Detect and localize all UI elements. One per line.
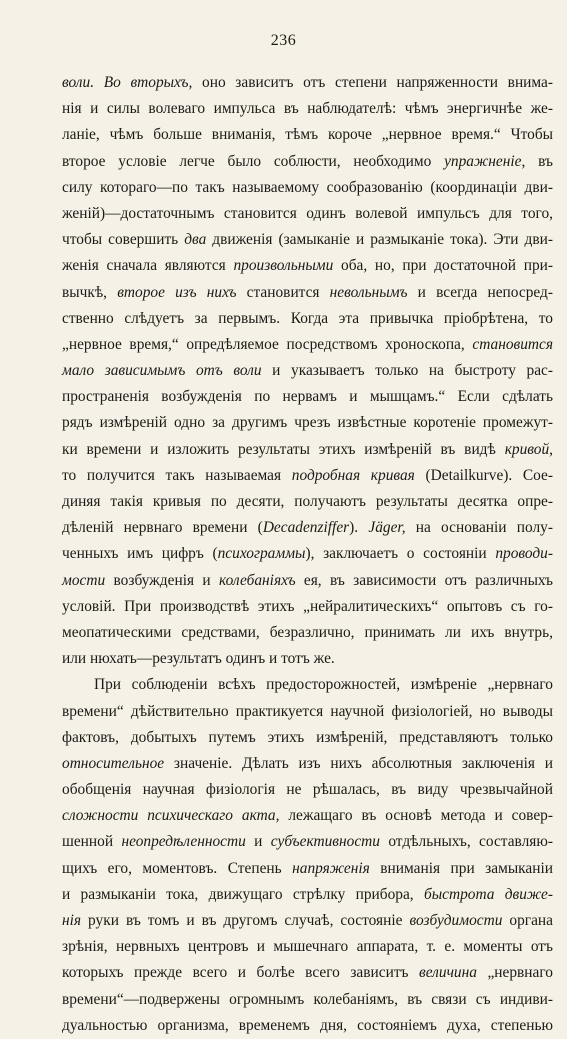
text-line [62,1013,553,1039]
text-segment: руки въ томъ и въ другомъ случаѣ, состояніе [81,912,410,929]
text-line [62,515,553,541]
emphasis-text: нія [62,912,82,929]
emphasis-text: быстрота движе- [423,885,554,903]
emphasis-text: произвольными [233,257,334,275]
text-line [62,646,553,672]
text-segment: или нюхать—результатъ одинъ и тотъ же. [62,650,335,668]
text-line [62,751,553,777]
text-line [62,306,553,332]
emphasis-text: упражненіе, [444,152,526,170]
text-segment: оба, но, при достаточной при- [333,257,554,275]
emphasis-text: сложности психическаго акта, [62,807,280,825]
text-line [62,856,553,882]
emphasis-text: два [184,231,207,249]
text-segment: вычкѣ, [62,283,118,301]
text-segment: диняя такія кривыя по десяти, получаютъ результаты десятка опре- [62,493,553,510]
text-line [62,620,553,646]
text-line [62,672,553,698]
text-segment: ). [349,519,369,537]
text-segment: При соблюденіи всѣхъ предосторожностей, измѣреніе „нервнаго [94,676,553,694]
text-line [62,594,553,620]
emphasis-text: второе изъ нихъ [117,283,237,301]
text-segment: ланіе, чѣмъ больше вниманія, тѣмъ короче „нервное время.“ Чтобы [62,126,553,144]
text-line [62,384,553,410]
emphasis-text: психограммы [217,545,306,563]
text-segment: времени“—подвержены огромнымъ колебаніямъ, въ связи съ индиви- [62,990,553,1008]
text-segment: ки времени и изложить результаты этихъ измѣреній въ видѣ [62,440,505,458]
text-segment: ), заключаетъ о состояніи [305,545,496,563]
text-segment: (Detailkurve). Сое- [414,466,554,484]
text-line [62,253,553,279]
text-line [62,410,553,436]
page-number: 236 [270,32,297,49]
text-segment: ственно слѣдуетъ за первымъ. Когда эта привычка пріобрѣтена, то [62,309,553,327]
text-line [62,149,553,175]
text-segment: времени“ дѣйствительно практикуется научной физіологіей, но выводы [62,702,553,720]
text-line [62,829,553,855]
text-segment: то получится такъ называемая [62,466,292,484]
emphasis-text: подробная кривая [291,466,415,484]
text-segment: и размыканіи тока, движущаго стрѣлку прибора, [62,885,424,903]
emphasis-text: Decadenziffer [262,519,350,537]
text-line [62,489,553,515]
emphasis-text: становится [472,335,553,353]
text-segment: которыхъ прежде всего и болѣе всего зависитъ [62,964,420,982]
text-line [62,463,553,489]
emphasis-text: напряженія [292,859,370,877]
text-segment: шенной [62,833,122,851]
emphasis-text: мало зависимымъ отъ воли [62,362,262,380]
text-segment: зрѣнія, нервныхъ центровъ и мышечнаго аппарата, т. е. моменты отъ [62,938,553,956]
emphasis-text: проводи- [495,545,553,563]
text-line [62,227,553,253]
text-segment: и указываетъ только на быстроту рас- [261,362,553,380]
body-text [62,70,553,1039]
emphasis-text: воли. Во вторыхъ, [62,74,193,91]
text-segment: движенія (замыканіе и размыканіе тока). Эти дви- [206,231,553,249]
emphasis-text: величина [419,964,477,982]
text-segment: отдѣльныхъ, составляю- [379,833,553,851]
text-line [62,803,553,829]
emphasis-text: возбудимости [409,912,503,929]
text-line [62,437,553,463]
text-line [62,70,553,96]
text-segment: дѣленій нервнаго времени ( [62,519,263,537]
text-line [62,568,553,594]
text-line [62,175,553,201]
text-segment: „нервное время,“ опредѣляемое посредствомъ хроноскопа, [62,335,473,353]
text-line [62,725,553,751]
text-line [62,777,553,803]
text-line [62,699,553,725]
text-line [62,358,553,384]
text-segment: вниманія при замыканіи [369,859,553,877]
text-segment: условій. При производствѣ этихъ „нейралитическихъ“ опытовъ съ го- [62,597,553,615]
emphasis-text: относительное [62,754,165,772]
text-segment: оно зависитъ отъ степени напряженности внима- [192,74,554,91]
text-segment: пространенія возбужденія по нервамъ и мышцамъ.“ Если сдѣлать [62,388,553,406]
text-line [62,280,553,306]
emphasis-text: субъективности [270,833,380,851]
text-segment: ея, въ зависимости отъ различныхъ [295,571,553,589]
text-segment: щихъ его, моментовъ. Степень [62,859,293,877]
emphasis-text: Jäger, [368,519,406,537]
text-segment: чтобы совершить [62,231,185,249]
text-line [62,908,553,934]
text-segment: значеніе. Дѣлать изъ нихъ абсолютныя заключенія и [164,754,553,772]
text-line [62,987,553,1013]
text-segment: органа [502,912,553,929]
text-segment: „нервнаго [476,964,553,982]
text-segment: обобщенія научная физіологія не рѣшалась, въ виду чрезвычайной [62,781,553,799]
text-line [62,122,553,148]
text-line [62,960,553,986]
text-line [62,201,553,227]
text-segment: на основаніи полу- [405,519,553,537]
text-segment: становится [236,283,330,301]
text-line [62,541,553,567]
text-segment: нія и силы волеваго импульса въ наблюдателѣ: чѣмъ энергичнѣе же- [62,100,553,118]
emphasis-text: кривой, [504,440,553,458]
emphasis-text: невольнымъ [329,283,408,301]
text-segment: ченныхъ имъ цифръ ( [62,545,218,563]
text-segment: и всегда непосред- [407,283,553,301]
text-line [62,934,553,960]
text-line [62,882,553,908]
emphasis-text: мости [62,571,106,589]
emphasis-text: неопредѣленности [121,833,246,851]
text-segment: силу котораго—по такъ называемому сообразованію (координаціи дви- [62,178,553,196]
text-segment: женія сначала являются [62,257,234,275]
text-segment: меопатическими средствами, безразлично, принимать ли ихъ внутрь, [62,623,553,641]
text-segment: второе условіе легче было соблюсти, необходимо [62,152,445,170]
text-segment: рядъ измѣреній одно за другимъ чрезъ извѣстные коротеніе промежут- [62,414,553,432]
text-line [62,96,553,122]
text-segment: возбужденія и [105,571,219,589]
text-segment: въ [525,152,553,170]
text-segment: и [245,833,271,851]
text-segment: женій)—достаточнымъ становится одинъ волевой импульсъ для того, [62,204,553,222]
text-segment: фактовъ, добытыхъ путемъ этихъ измѣреній, представляютъ только [62,728,553,746]
text-segment: лежащаго въ основѣ метода и совер- [279,807,553,825]
emphasis-text: колебаніяхъ [218,571,296,589]
text-segment: дуальностью организма, временемъ дня, состояніемъ духа, степенью [62,1016,553,1034]
text-line [62,332,553,358]
